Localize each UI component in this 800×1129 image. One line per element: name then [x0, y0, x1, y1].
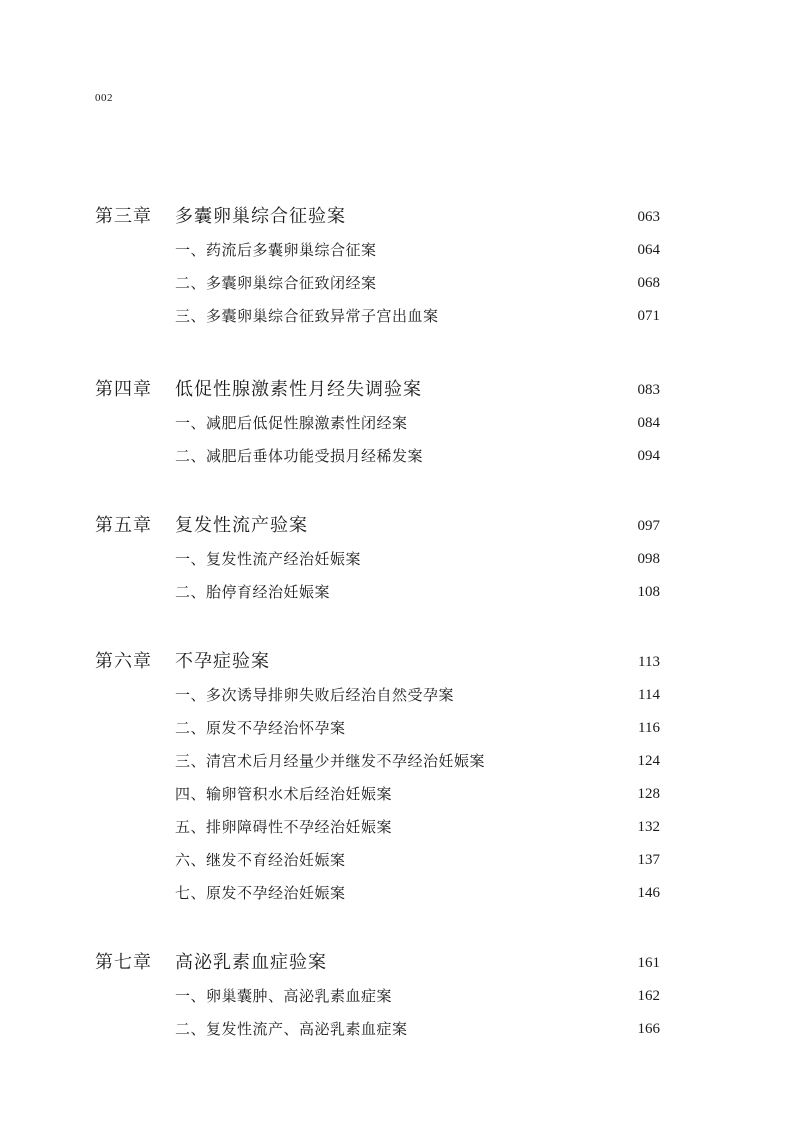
section-row[interactable] — [95, 844, 660, 877]
section-row[interactable] — [95, 778, 660, 811]
section-page-number: 064 — [637, 242, 660, 258]
chapter-block — [95, 373, 660, 473]
chapter-title: 复发性流产验案 — [175, 515, 308, 536]
chapter-label: 第六章 — [95, 651, 152, 672]
section-row[interactable] — [95, 980, 660, 1013]
section-title: 二、复发性流产、高泌乳素血症案 — [175, 1020, 408, 1038]
section-row[interactable] — [95, 300, 660, 333]
section-title: 七、原发不孕经治妊娠案 — [175, 884, 346, 902]
section-page-number: 114 — [638, 687, 660, 703]
section-page-number: 124 — [637, 753, 660, 769]
chapter-page-number: 113 — [638, 654, 660, 670]
section-page-number: 116 — [638, 720, 660, 736]
section-page-number: 166 — [637, 1021, 660, 1037]
section-title: 一、减肥后低促性腺激素性闭经案 — [175, 414, 408, 432]
section-title: 四、输卵管积水术后经治妊娠案 — [175, 785, 393, 803]
chapter-page-number: 063 — [637, 209, 660, 225]
chapter-title: 高泌乳素血症验案 — [175, 952, 327, 973]
section-title: 三、清宫术后月经量少并继发不孕经治妊娠案 — [175, 752, 486, 770]
page-number: 002 — [95, 92, 113, 104]
section-page-number: 098 — [637, 551, 660, 567]
section-row[interactable] — [95, 407, 660, 440]
chapter-title: 低促性腺激素性月经失调验案 — [175, 379, 422, 400]
section-page-number: 084 — [637, 415, 660, 431]
section-page-number: 071 — [637, 308, 660, 324]
section-title: 二、减肥后垂体功能受损月经稀发案 — [175, 447, 424, 465]
chapter-label: 第三章 — [95, 206, 152, 227]
section-title: 六、继发不育经治妊娠案 — [175, 851, 346, 869]
chapter-block — [95, 509, 660, 609]
section-title: 三、多囊卵巢综合征致异常子宫出血案 — [175, 307, 439, 325]
chapter-page-number: 083 — [637, 382, 660, 398]
chapter-label: 第五章 — [95, 515, 152, 536]
section-title: 二、原发不孕经治怀孕案 — [175, 719, 346, 737]
chapter-row[interactable] — [95, 200, 660, 234]
section-row[interactable] — [95, 1013, 660, 1046]
section-title: 一、多次诱导排卵失败后经治自然受孕案 — [175, 686, 455, 704]
section-row[interactable] — [95, 811, 660, 844]
chapter-block — [95, 200, 660, 333]
section-page-number: 132 — [637, 819, 660, 835]
section-row[interactable] — [95, 576, 660, 609]
chapter-page-number: 161 — [637, 955, 660, 971]
section-row[interactable] — [95, 234, 660, 267]
section-page-number: 137 — [637, 852, 660, 868]
section-page-number: 162 — [637, 988, 660, 1004]
section-row[interactable] — [95, 440, 660, 473]
section-row[interactable] — [95, 679, 660, 712]
chapter-title: 不孕症验案 — [175, 651, 270, 672]
chapter-row[interactable] — [95, 946, 660, 980]
section-page-number: 146 — [637, 885, 660, 901]
section-row[interactable] — [95, 745, 660, 778]
section-page-number: 108 — [637, 584, 660, 600]
section-page-number: 094 — [637, 448, 660, 464]
chapter-block — [95, 946, 660, 1046]
section-row[interactable] — [95, 543, 660, 576]
section-title: 五、排卵障碍性不孕经治妊娠案 — [175, 818, 393, 836]
chapter-page-number: 097 — [637, 518, 660, 534]
chapter-row[interactable] — [95, 373, 660, 407]
section-row[interactable] — [95, 267, 660, 300]
section-row[interactable] — [95, 877, 660, 910]
table-of-contents — [95, 200, 660, 1046]
section-title: 二、多囊卵巢综合征致闭经案 — [175, 274, 377, 292]
chapter-title: 多囊卵巢综合征验案 — [175, 206, 346, 227]
section-title: 一、卵巢囊肿、高泌乳素血症案 — [175, 987, 393, 1005]
chapter-block — [95, 645, 660, 910]
section-title: 一、药流后多囊卵巢综合征案 — [175, 241, 377, 259]
section-page-number: 128 — [637, 786, 660, 802]
chapter-row[interactable] — [95, 645, 660, 679]
section-page-number: 068 — [637, 275, 660, 291]
section-title: 一、复发性流产经治妊娠案 — [175, 550, 362, 568]
section-row[interactable] — [95, 712, 660, 745]
chapter-row[interactable] — [95, 509, 660, 543]
section-title: 二、胎停育经治妊娠案 — [175, 583, 331, 601]
chapter-label: 第七章 — [95, 952, 152, 973]
chapter-label: 第四章 — [95, 379, 152, 400]
